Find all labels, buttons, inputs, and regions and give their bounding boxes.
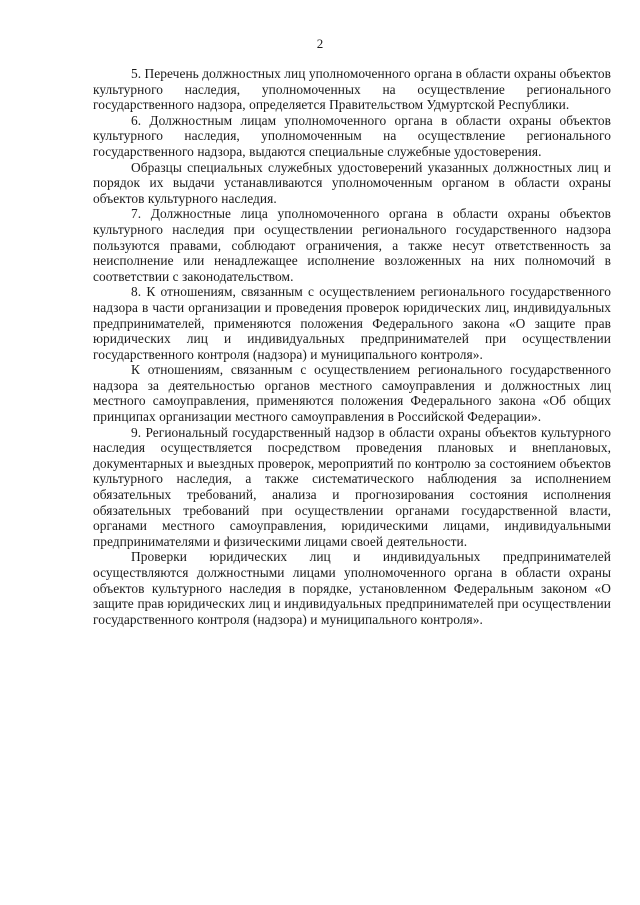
- document-body: [93, 66, 611, 627]
- paragraph-5: 5. Перечень должностных лиц уполномоченного органа в области охраны объектов культурного наследия, уполномоченных на осуществление регионального государственного надзора, определяется Правительством Удмуртской Республики.: [93, 66, 611, 113]
- paragraph-8-continuation: К отношениям, связанным с осуществлением регионального государственного надзора за деятельностью органов местного самоуправления и должностных лиц местного самоуправления, применяются положения Федерального закона «Об общих принципах организации местного самоуправления в Российской Федерации».: [93, 362, 611, 425]
- paragraph-6: 6. Должностным лицам уполномоченного органа в области охраны объектов культурного наследия, уполномоченным на осуществление регионального государственного надзора, выдаются специальные служебные удостоверения.: [93, 112, 611, 159]
- paragraph-9-continuation: Проверки юридических лиц и индивидуальных предпринимателей осуществляются должностными лицами уполномоченного органа в области охраны объектов культурного наследия в порядке, установленном Федеральным законом «О защите прав юридических лиц и индивидуальных предпринимателей при осуществлении государственного контроля (надзора) и муниципального контроля».: [93, 549, 611, 627]
- paragraph-8: 8. К отношениям, связанным с осуществлением регионального государственного надзора в части организации и проведения проверок юридических лиц, индивидуальных предпринимателей, применяются положения Федерального закона «О защите прав юридических лиц и индивидуальных предпринимателей при осуществлении государственного контроля (надзора) и муниципального контроля».: [93, 284, 611, 362]
- paragraph-9: 9. Региональный государственный надзор в области охраны объектов культурного наследия осуществляется посредством проведения плановых и внеплановых, документарных и выездных проверок, мероприятий по контролю за состоянием объектов культурного наследия, а также систематического наблюдения за исполнением обязательных требований, анализа и прогнозирования состояния исполнения обязательных требований при осуществлении органами государственной власти, органами местного самоуправления, юридическими лицами, индивидуальными предпринимателями и физическими лицами своей деятельности.: [93, 424, 611, 549]
- paragraph-6-continuation: Образцы специальных служебных удостоверений указанных должностных лиц и порядок их выдачи устанавливаются уполномоченным органом в области охраны объектов культурного наследия.: [93, 159, 611, 206]
- page-number: 2: [316, 36, 324, 51]
- paragraph-7: 7. Должностные лица уполномоченного органа в области охраны объектов культурного наследия при осуществлении регионального государственного надзора пользуются правами, соблюдают ограничения, а также несут ответственность за неисполнение или ненадлежащее исполнение возложенных на них полномочий в соответствии с законодательством.: [93, 206, 611, 284]
